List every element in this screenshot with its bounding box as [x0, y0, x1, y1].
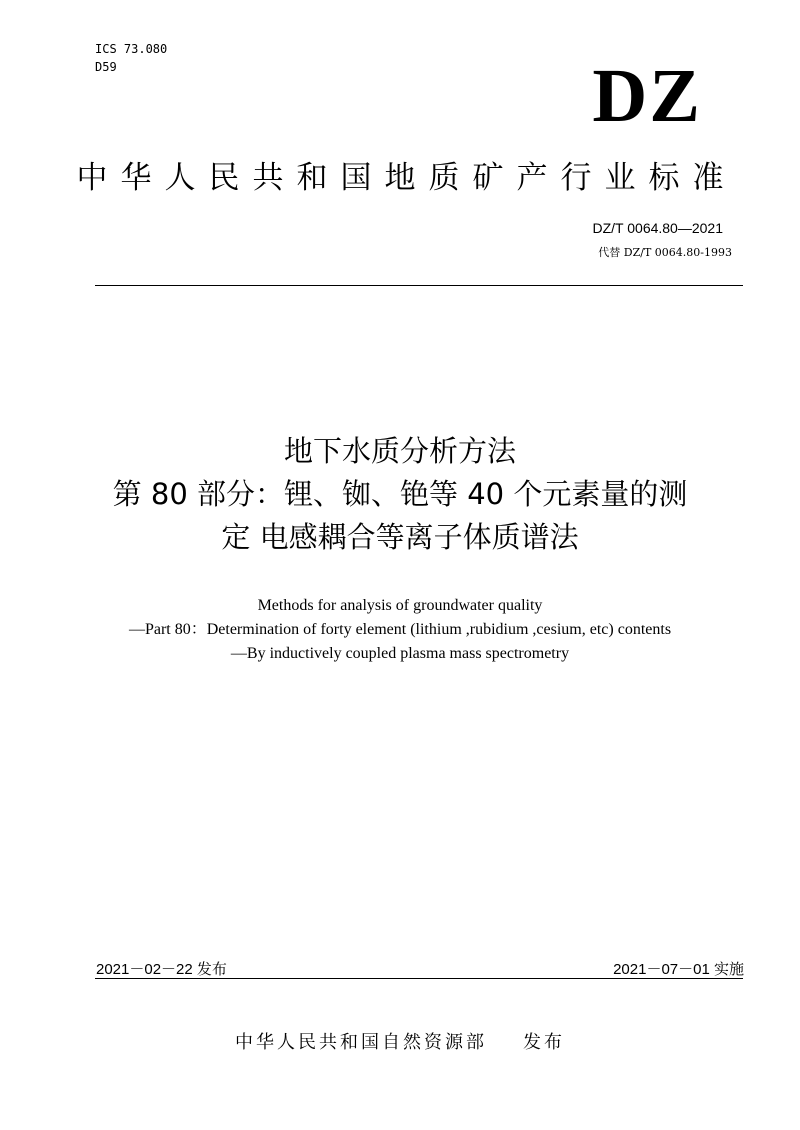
- publish-action: 发布: [523, 1032, 565, 1053]
- ics-code: ICS 73.080: [95, 42, 168, 56]
- header-divider: [95, 285, 743, 286]
- implementation-date: 2021－07－01 实施: [613, 961, 744, 978]
- publisher-line: [0, 1028, 800, 1054]
- english-title: [0, 594, 800, 666]
- title-line-2: 第 80 部分：锂、铷、铯等 40 个元素量的测: [112, 477, 688, 511]
- english-title-line-3: —By inductively coupled plasma mass spectrometry: [230, 645, 570, 662]
- standard-number: DZ/T 0064.80—2021: [592, 220, 723, 236]
- standard-category-title: 中华人民共和国地质矿产行业标准: [76, 160, 737, 196]
- title-line-3: 定 电感耦合等离子体质谱法: [221, 520, 579, 554]
- english-title-line-2: —Part 80：Determination of forty element (lithium ,rubidium ,cesium, etc) contents: [128, 621, 672, 638]
- title-line-1: 地下水质分析方法: [283, 434, 516, 468]
- english-title-line-1: Methods for analysis of groundwater quality: [257, 597, 543, 614]
- classification-codes: [95, 40, 167, 76]
- document-title: [0, 430, 800, 559]
- footer-divider: [95, 978, 743, 979]
- replaces-standard: 代替 DZ/T 0064.80-1993: [598, 246, 732, 259]
- issue-date: 2021－02－22 发布: [96, 961, 227, 978]
- ccs-code: D59: [95, 60, 117, 74]
- dz-logo: DZ: [592, 54, 702, 138]
- publisher-name: 中华人民共和国自然资源部: [235, 1032, 487, 1053]
